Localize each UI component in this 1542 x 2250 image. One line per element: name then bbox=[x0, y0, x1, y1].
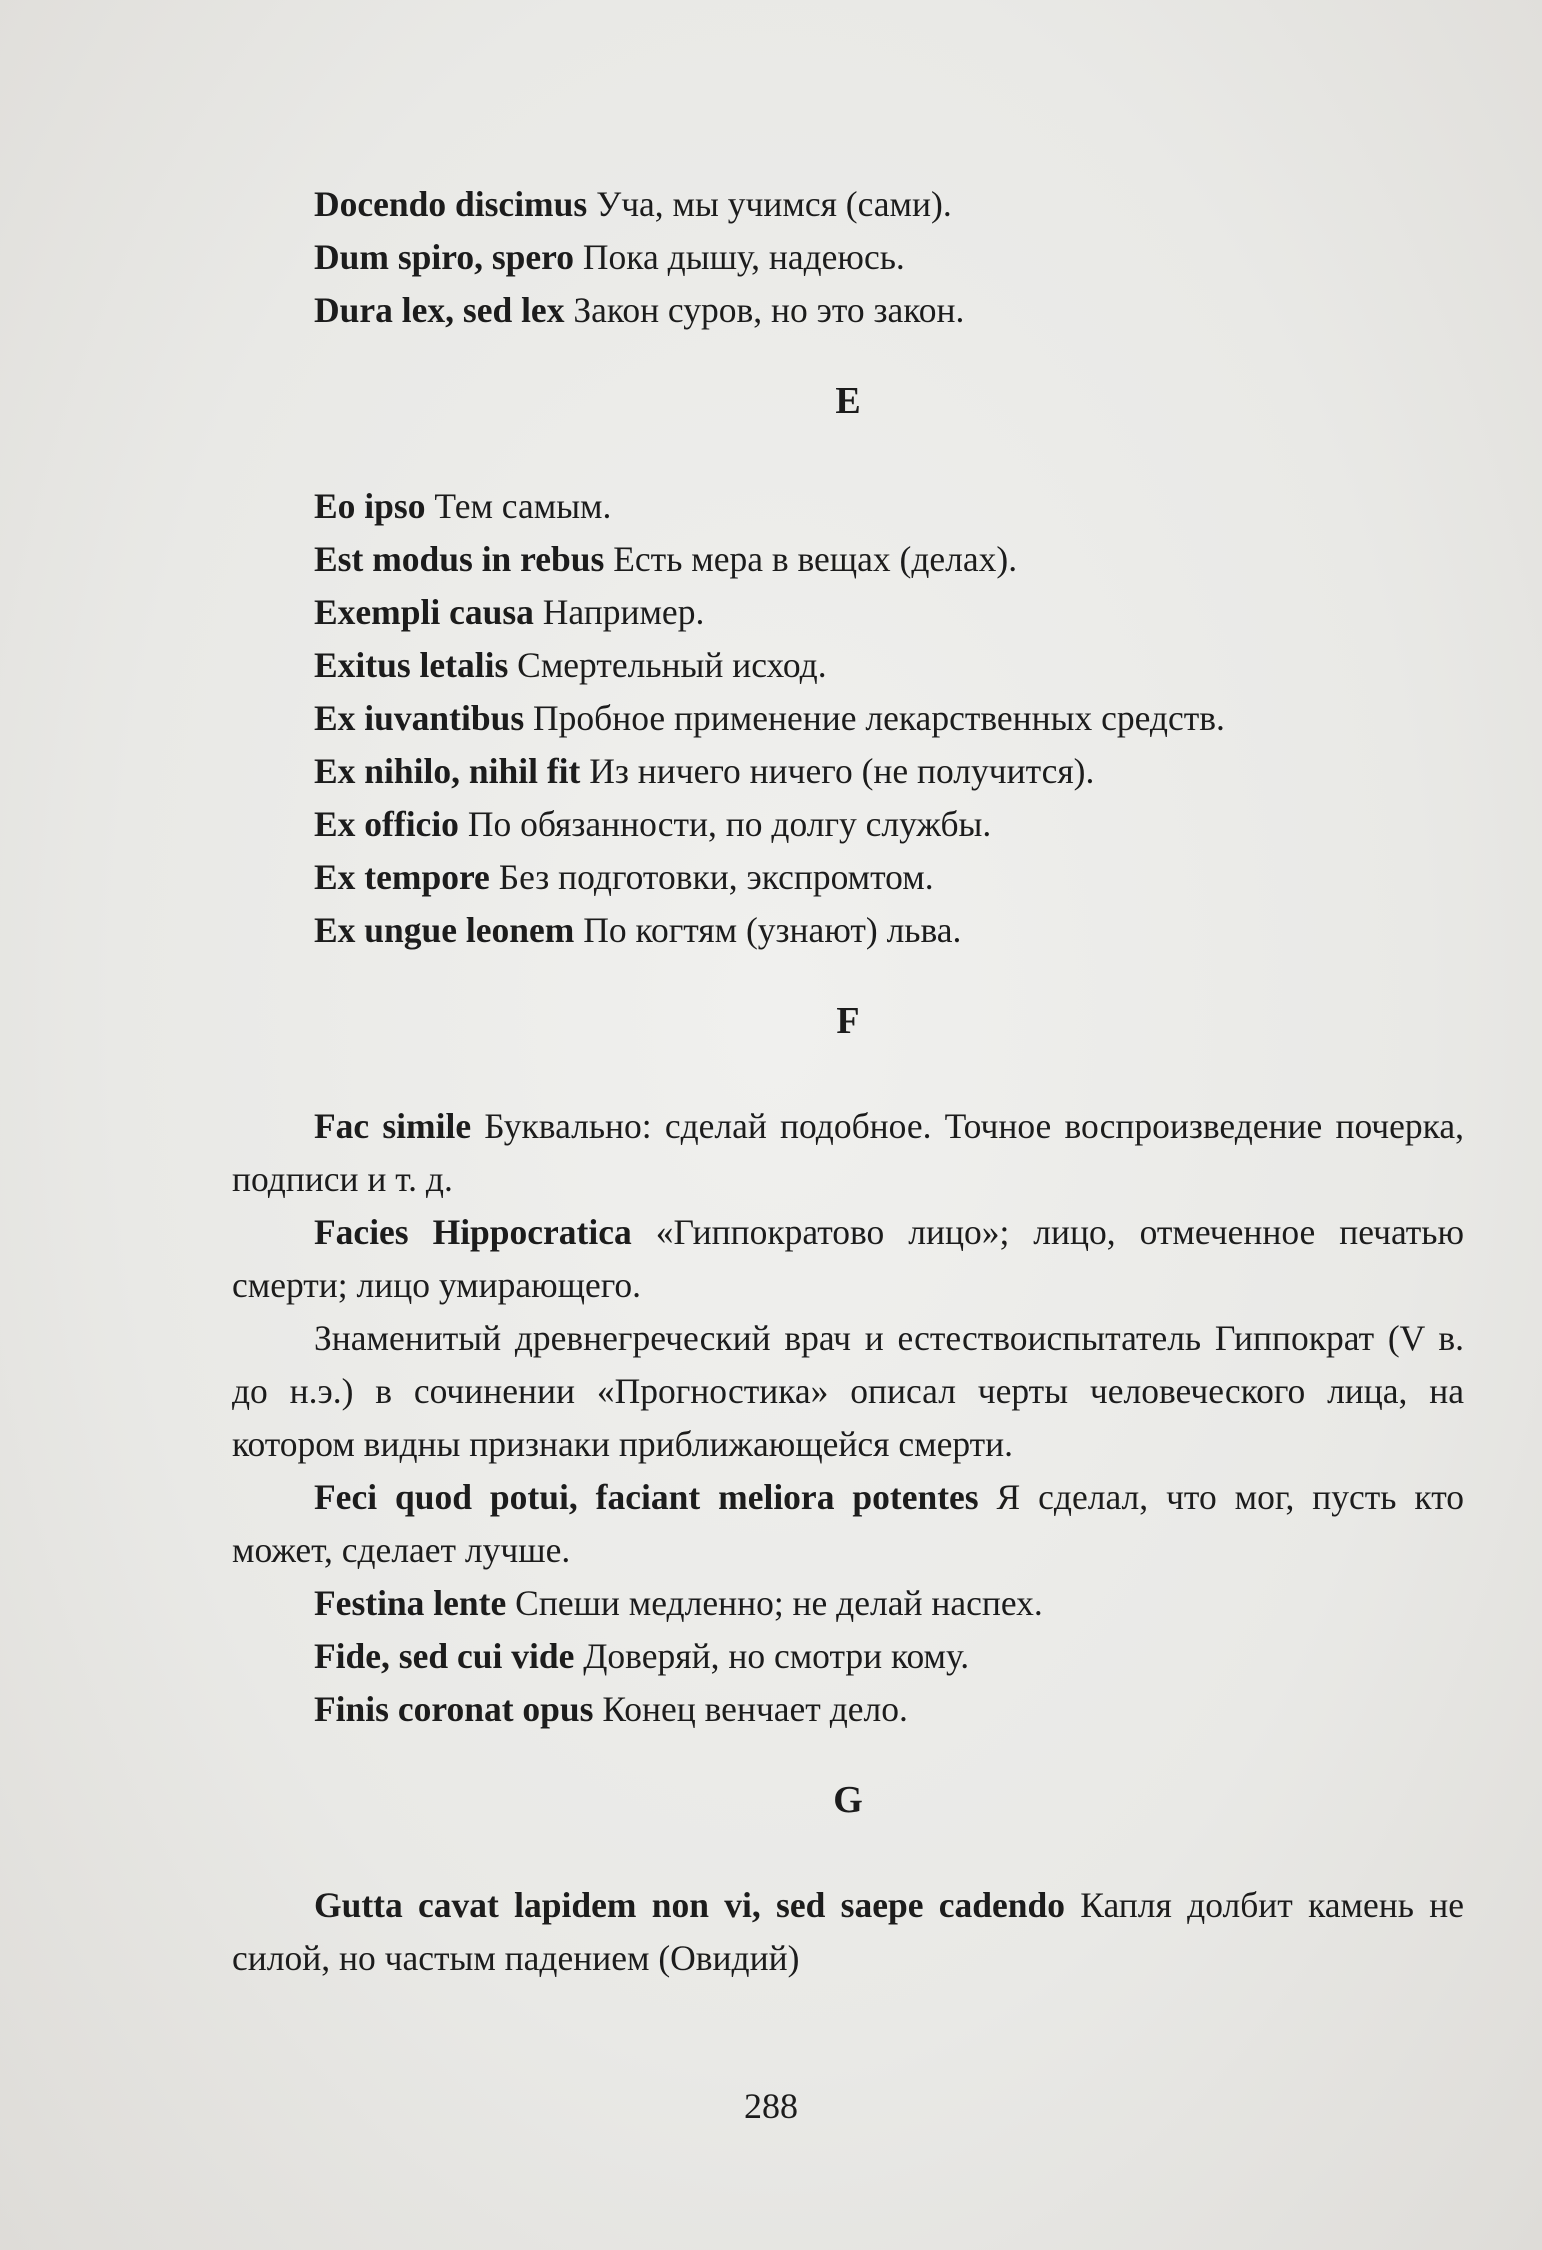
translation: Доверяй, но смотри кому. bbox=[574, 1636, 970, 1676]
latin-term: Fac simile bbox=[314, 1106, 472, 1146]
dictionary-entry bbox=[232, 692, 1464, 745]
section-letter-g: G bbox=[833, 1779, 863, 1821]
latin-term: Facies Hippocratica bbox=[314, 1212, 632, 1252]
latin-term: Ex tempore bbox=[314, 857, 490, 897]
translation: Конец венчает дело. bbox=[593, 1689, 908, 1729]
entry-commentary: Знаменитый древнегреческий врач и естествоиспытатель Гиппократ (V в. до н.э.) в сочинении «Прогностика» описал черты человеческого лица, на котором видны признаки приближающейся смерти. bbox=[232, 1318, 1464, 1464]
dictionary-entry bbox=[232, 1630, 1464, 1683]
translation: Я сделал, что мог, пусть кто может, сделает лучше. bbox=[232, 1477, 1464, 1570]
translation: По обязанности, по долгу службы. bbox=[458, 804, 992, 844]
latin-term: Feci quod potui, faciant meliora potentes bbox=[314, 1477, 979, 1517]
latin-term: Ex ungue leonem bbox=[314, 910, 575, 950]
section-letter-e: E bbox=[835, 380, 861, 422]
translation: Тем самым. bbox=[425, 486, 612, 526]
translation: Пока дышу, надеюсь. bbox=[574, 237, 905, 277]
latin-term: Ex nihilo, nihil fit bbox=[314, 751, 581, 791]
latin-term: Est modus in rebus bbox=[314, 539, 605, 579]
translation: Без подготовки, экспромтом. bbox=[489, 857, 934, 897]
dictionary-entry bbox=[232, 586, 1464, 639]
dictionary-entry bbox=[232, 904, 1464, 957]
dictionary-entry bbox=[232, 798, 1464, 851]
latin-term: Dum spiro, spero bbox=[314, 237, 575, 277]
dictionary-body bbox=[232, 178, 1464, 1985]
dictionary-entry bbox=[232, 1683, 1464, 1736]
translation: Есть мера в вещах (делах). bbox=[604, 539, 1018, 579]
dictionary-entry bbox=[232, 851, 1464, 904]
dictionary-entry bbox=[232, 1100, 1464, 1206]
translation: Капля долбит камень не силой, но частым падением (Овидий) bbox=[232, 1885, 1464, 1978]
latin-term: Eo ipso bbox=[314, 486, 426, 526]
page-number: 288 bbox=[744, 2086, 798, 2126]
translation: «Гиппократово лицо»; лицо, отмеченное печатью смерти; лицо умирающего. bbox=[232, 1212, 1465, 1305]
translation: По когтям (узнают) льва. bbox=[574, 910, 962, 950]
dictionary-entry bbox=[232, 1577, 1464, 1630]
dictionary-entry bbox=[232, 1471, 1464, 1577]
latin-term: Finis coronat opus bbox=[314, 1689, 594, 1729]
translation: Из ничего ничего (не получится). bbox=[580, 751, 1095, 791]
dictionary-entry bbox=[232, 284, 1464, 337]
latin-term: Fide, sed cui vide bbox=[314, 1636, 575, 1676]
translation: Пробное применение лекарственных средств. bbox=[524, 698, 1225, 738]
dictionary-entry bbox=[232, 639, 1464, 692]
dictionary-entry bbox=[232, 480, 1464, 533]
translation: Смертельный исход. bbox=[508, 645, 827, 685]
section-letter-f: F bbox=[836, 1000, 860, 1042]
dictionary-entry bbox=[232, 178, 1464, 231]
dictionary-entry bbox=[232, 1879, 1464, 1985]
latin-term: Ex iuvantibus bbox=[314, 698, 525, 738]
latin-term: Dura lex, sed lex bbox=[314, 290, 565, 330]
translation: Буквально: сделай подобное. Точное воспроизведение почерка, подписи и т. д. bbox=[232, 1106, 1464, 1199]
translation: Закон суров, но это закон. bbox=[564, 290, 965, 330]
translation: Уча, мы учимся (сами). bbox=[587, 184, 952, 224]
latin-term: Exempli causa bbox=[314, 592, 534, 632]
latin-term: Docendo discimus bbox=[314, 184, 588, 224]
translation: Например. bbox=[533, 592, 705, 632]
dictionary-entry bbox=[232, 1206, 1464, 1312]
dictionary-entry bbox=[232, 533, 1464, 586]
latin-term: Festina lente bbox=[314, 1583, 507, 1623]
latin-term: Ex officio bbox=[314, 804, 459, 844]
latin-term: Exitus letalis bbox=[314, 645, 509, 685]
translation: Спеши медленно; не делай наспех. bbox=[506, 1583, 1043, 1623]
latin-term: Gutta cavat lapidem non vi, sed saepe cadendo bbox=[314, 1885, 1066, 1925]
dictionary-entry bbox=[232, 745, 1464, 798]
dictionary-entry bbox=[232, 231, 1464, 284]
